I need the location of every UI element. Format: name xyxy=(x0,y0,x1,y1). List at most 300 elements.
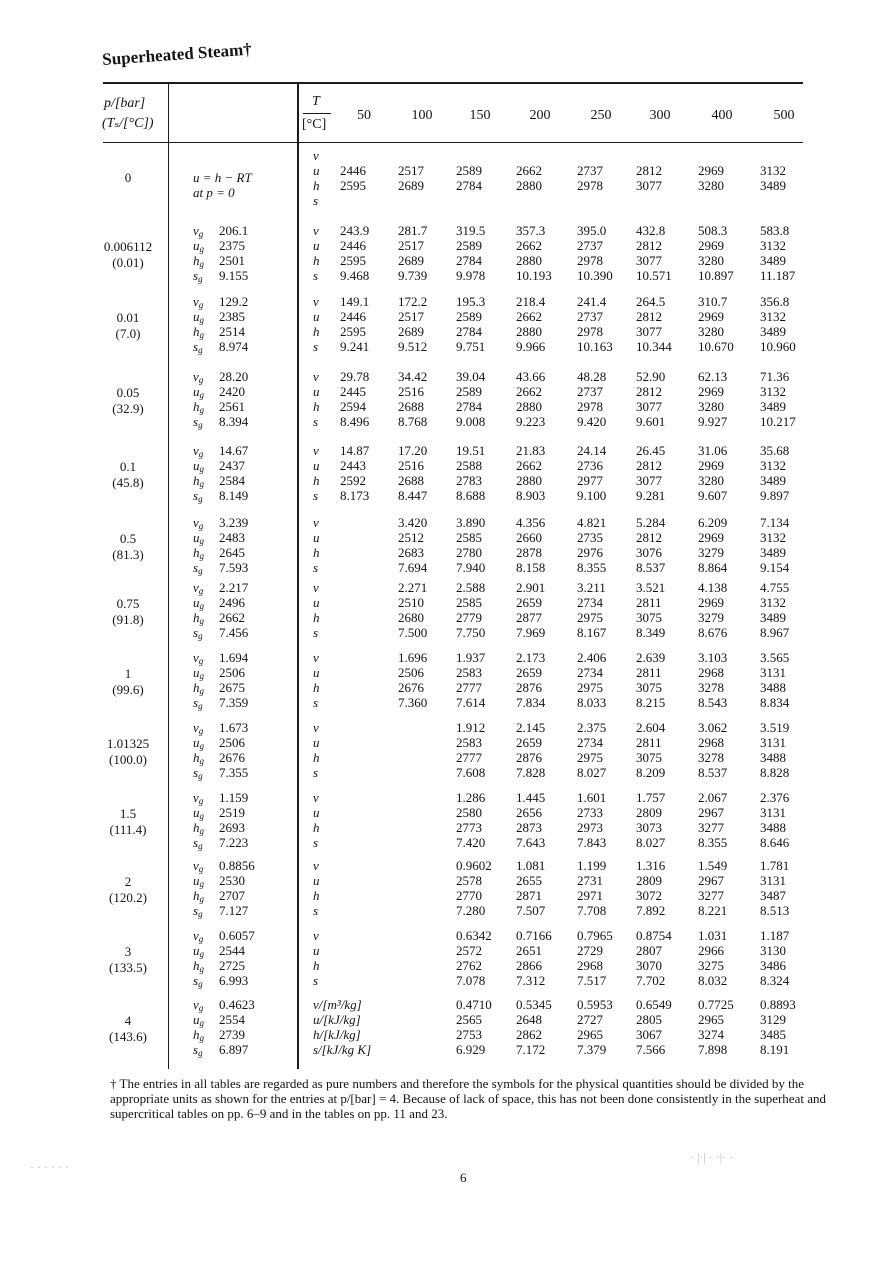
table-cell: 357.3 xyxy=(516,223,546,238)
table-cell: 2689 xyxy=(398,178,424,193)
table-cell: 2737 xyxy=(577,238,603,253)
table-cell: 2735 xyxy=(577,530,603,545)
property-symbol: h xyxy=(313,253,320,268)
saturation-temperature-label: (32.9) xyxy=(112,401,144,416)
property-symbol: h xyxy=(313,750,320,765)
table-cell: 583.8 xyxy=(760,223,790,238)
table-cell: 7.500 xyxy=(398,625,428,640)
saturated-value-h: $h_g$ 2725 xyxy=(193,958,245,974)
table-cell: 3.420 xyxy=(398,515,428,530)
table-cell: 2589 xyxy=(456,163,482,178)
table-cell: 2809 xyxy=(636,873,662,888)
property-symbol: h xyxy=(313,178,320,193)
table-cell: 9.601 xyxy=(636,414,666,429)
table-cell: 3488 xyxy=(760,750,786,765)
table-cell: 3.521 xyxy=(636,580,666,595)
table-cell: 3488 xyxy=(760,680,786,695)
table-cell: 3132 xyxy=(760,309,786,324)
table-cell: 2.145 xyxy=(516,720,546,735)
table-cell: 3489 xyxy=(760,473,786,488)
saturation-temperature-label: (7.0) xyxy=(115,326,141,341)
table-cell: 10.670 xyxy=(698,339,734,354)
table-cell: 3132 xyxy=(760,384,786,399)
table-cell: 2975 xyxy=(577,750,603,765)
table-cell: 2516 xyxy=(398,384,424,399)
table-cell: 2659 xyxy=(516,735,542,750)
table-cell: 3279 xyxy=(698,545,724,560)
table-cell: 2595 xyxy=(340,178,366,193)
table-cell: 9.241 xyxy=(340,339,370,354)
pressure-label: 0.006112 xyxy=(103,239,153,254)
table-cell: 3070 xyxy=(636,958,662,973)
table-cell: 2805 xyxy=(636,1012,662,1027)
temperature-header-cell: 200 xyxy=(529,108,551,123)
table-cell: 2.173 xyxy=(516,650,546,665)
saturated-value-v: $v_g$ 206.1 xyxy=(193,223,249,239)
table-cell: 2585 xyxy=(456,595,482,610)
table-cell: 2971 xyxy=(577,888,603,903)
header-bottom-rule xyxy=(103,142,803,143)
table-cell: 3280 xyxy=(698,324,724,339)
table-cell: 2812 xyxy=(636,163,662,178)
table-cell: 7.750 xyxy=(456,625,486,640)
table-cell: 4.755 xyxy=(760,580,790,595)
table-cell: 2689 xyxy=(398,324,424,339)
table-cell: 8.158 xyxy=(516,560,546,575)
table-cell: 3131 xyxy=(760,873,786,888)
property-symbol: v xyxy=(313,443,319,458)
table-cell: 2.067 xyxy=(698,790,728,805)
table-cell: 172.2 xyxy=(398,294,428,309)
property-symbol: h xyxy=(313,473,320,488)
table-cell: 3075 xyxy=(636,680,662,695)
table-cell: 0.8893 xyxy=(760,997,796,1012)
table-cell: 8.864 xyxy=(698,560,728,575)
table-cell: 2762 xyxy=(456,958,482,973)
table-cell: 0.5953 xyxy=(577,997,613,1012)
saturated-value-s: $s_g$ 8.149 xyxy=(193,488,249,504)
property-symbol: v xyxy=(313,650,319,665)
table-cell: 2975 xyxy=(577,680,603,695)
table-cell: 3280 xyxy=(698,253,724,268)
saturated-value-s: $s_g$ 7.456 xyxy=(193,625,249,641)
table-cell: 2780 xyxy=(456,545,482,560)
property-symbol: s xyxy=(313,414,319,429)
table-cell: 2880 xyxy=(516,253,542,268)
table-cell: 3131 xyxy=(760,805,786,820)
table-cell: 7.172 xyxy=(516,1042,546,1057)
table-cell: 3130 xyxy=(760,943,786,958)
table-cell: 8.496 xyxy=(340,414,370,429)
table-cell: 1.696 xyxy=(398,650,428,665)
table-cell: 2688 xyxy=(398,473,424,488)
table-cell: 2595 xyxy=(340,324,366,339)
table-cell: 2876 xyxy=(516,750,542,765)
table-cell: 2.639 xyxy=(636,650,666,665)
table-cell: 2588 xyxy=(456,458,482,473)
property-symbol: h xyxy=(313,545,320,560)
table-cell: 4.356 xyxy=(516,515,546,530)
saturated-value-s: $s_g$ 7.223 xyxy=(193,835,249,851)
table-cell: 0.7166 xyxy=(516,928,552,943)
table-cell: 7.078 xyxy=(456,973,486,988)
table-cell: 2812 xyxy=(636,458,662,473)
table-cell: 2656 xyxy=(516,805,542,820)
table-cell: 2655 xyxy=(516,873,542,888)
table-cell: 6.929 xyxy=(456,1042,486,1057)
table-cell: 3077 xyxy=(636,178,662,193)
table-cell: 5.284 xyxy=(636,515,666,530)
saturated-value-u: $u_g$ 2375 xyxy=(193,238,245,254)
table-cell: 2659 xyxy=(516,665,542,680)
table-cell: 2595 xyxy=(340,253,366,268)
table-cell: 6.209 xyxy=(698,515,728,530)
table-cell: 8.355 xyxy=(577,560,607,575)
table-cell: 8.191 xyxy=(760,1042,790,1057)
property-symbol: u xyxy=(313,735,320,750)
saturated-value-v: $v_g$ 28.20 xyxy=(193,369,249,385)
table-cell: 3275 xyxy=(698,958,724,973)
table-cell: 2812 xyxy=(636,309,662,324)
table-cell: 3279 xyxy=(698,610,724,625)
table-cell: 2733 xyxy=(577,805,603,820)
property-symbol: v/[m³/kg] xyxy=(313,997,362,1012)
saturation-temp-header: (Tₛ/[°C]) xyxy=(102,116,154,131)
table-cell: 241.4 xyxy=(577,294,607,309)
pressure-label: 1 xyxy=(124,666,132,681)
table-cell: 1.286 xyxy=(456,790,486,805)
table-cell: 7.969 xyxy=(516,625,546,640)
table-cell: 3.211 xyxy=(577,580,606,595)
table-cell: 9.927 xyxy=(698,414,728,429)
saturated-value-s: $s_g$ 7.359 xyxy=(193,695,249,711)
table-cell: 3077 xyxy=(636,253,662,268)
table-cell: 7.566 xyxy=(636,1042,666,1057)
saturated-value-v: $v_g$ 1.673 xyxy=(193,720,249,736)
table-cell: 10.163 xyxy=(577,339,613,354)
table-cell: 2688 xyxy=(398,399,424,414)
table-cell: 2737 xyxy=(577,384,603,399)
property-symbol: h xyxy=(313,888,320,903)
table-cell: 2784 xyxy=(456,324,482,339)
table-cell: 2689 xyxy=(398,253,424,268)
saturated-value-h: $h_g$ 2584 xyxy=(193,473,245,489)
table-cell: 3486 xyxy=(760,958,786,973)
property-symbol: u xyxy=(313,384,320,399)
table-cell: 2446 xyxy=(340,238,366,253)
table-cell: 7.834 xyxy=(516,695,546,710)
table-cell: 0.9602 xyxy=(456,858,492,873)
table-cell: 8.167 xyxy=(577,625,607,640)
ideal-gas-note: u = h − RT xyxy=(193,170,252,185)
table-cell: 2967 xyxy=(698,873,724,888)
table-cell: 7.379 xyxy=(577,1042,607,1057)
saturated-value-v: $v_g$ 129.2 xyxy=(193,294,249,310)
pressure-label: 1.5 xyxy=(119,806,137,821)
table-cell: 0.6549 xyxy=(636,997,672,1012)
table-cell: 2784 xyxy=(456,399,482,414)
table-cell: 3489 xyxy=(760,610,786,625)
table-cell: 3277 xyxy=(698,820,724,835)
table-cell: 3.890 xyxy=(456,515,486,530)
saturation-temperature-label: (45.8) xyxy=(112,475,144,490)
saturated-value-v: $v_g$ 0.8856 xyxy=(193,858,255,874)
table-cell: 8.221 xyxy=(698,903,728,918)
table-cell: 11.187 xyxy=(760,268,796,283)
table-cell: 7.702 xyxy=(636,973,666,988)
saturated-value-h: $h_g$ 2707 xyxy=(193,888,245,904)
table-cell: 2965 xyxy=(577,1027,603,1042)
table-cell: 2967 xyxy=(698,805,724,820)
table-cell: 3077 xyxy=(636,473,662,488)
pressure-label: 0.75 xyxy=(116,596,140,611)
temperature-fraction-bar xyxy=(303,113,331,114)
property-symbol: s xyxy=(313,835,319,850)
table-cell: 2.901 xyxy=(516,580,546,595)
table-cell: 8.688 xyxy=(456,488,486,503)
property-symbol: u/[kJ/kg] xyxy=(313,1012,361,1027)
table-cell: 2.588 xyxy=(456,580,486,595)
table-cell: 8.646 xyxy=(760,835,790,850)
property-symbol: s xyxy=(313,903,319,918)
table-cell: 3132 xyxy=(760,163,786,178)
table-cell: 9.512 xyxy=(398,339,428,354)
table-cell: 17.20 xyxy=(398,443,428,458)
table-cell: 2968 xyxy=(698,735,724,750)
table-cell: 3485 xyxy=(760,1027,786,1042)
table-cell: 2812 xyxy=(636,530,662,545)
temperature-header-cell: 50 xyxy=(357,108,371,123)
table-cell: 0.6342 xyxy=(456,928,492,943)
table-cell: 8.027 xyxy=(636,835,666,850)
table-cell: 2969 xyxy=(698,163,724,178)
table-cell: 7.940 xyxy=(456,560,486,575)
table-cell: 2659 xyxy=(516,595,542,610)
table-cell: 2510 xyxy=(398,595,424,610)
table-cell: 2731 xyxy=(577,873,603,888)
temperature-header-cell: 500 xyxy=(773,108,795,123)
table-cell: 19.51 xyxy=(456,443,486,458)
table-cell: 1.199 xyxy=(577,858,607,873)
table-cell: 2877 xyxy=(516,610,542,625)
property-symbol: s xyxy=(313,339,319,354)
table-cell: 2811 xyxy=(636,735,662,750)
property-symbol: s xyxy=(313,488,319,503)
table-cell: 8.355 xyxy=(698,835,728,850)
table-cell: 2680 xyxy=(398,610,424,625)
table-cell: 8.676 xyxy=(698,625,728,640)
table-cell: 2.604 xyxy=(636,720,666,735)
property-symbol: h xyxy=(313,610,320,625)
table-cell: 2592 xyxy=(340,473,366,488)
saturation-temperature-label: (111.4) xyxy=(109,822,147,837)
table-cell: 3.519 xyxy=(760,720,790,735)
table-cell: 218.4 xyxy=(516,294,546,309)
ideal-gas-note: at p = 0 xyxy=(193,185,235,200)
table-cell: 2580 xyxy=(456,805,482,820)
table-cell: 2878 xyxy=(516,545,542,560)
table-cell: 3132 xyxy=(760,238,786,253)
table-cell: 7.507 xyxy=(516,903,546,918)
table-cell: 395.0 xyxy=(577,223,607,238)
table-cell: 2443 xyxy=(340,458,366,473)
table-cell: 3274 xyxy=(698,1027,724,1042)
table-cell: 2965 xyxy=(698,1012,724,1027)
property-symbol: s xyxy=(313,973,319,988)
table-cell: 1.445 xyxy=(516,790,546,805)
table-cell: 3072 xyxy=(636,888,662,903)
property-symbol: v xyxy=(313,580,319,595)
table-cell: 2517 xyxy=(398,238,424,253)
pressure-label: 0.1 xyxy=(119,459,137,474)
table-cell: 35.68 xyxy=(760,443,790,458)
table-cell: 2784 xyxy=(456,253,482,268)
pressure-label: 4 xyxy=(124,1013,132,1028)
table-cell: 2978 xyxy=(577,253,603,268)
property-symbol: u xyxy=(313,805,320,820)
table-cell: 2.271 xyxy=(398,580,428,595)
property-symbol: v xyxy=(313,223,319,238)
table-cell: 7.643 xyxy=(516,835,546,850)
table-cell: 2812 xyxy=(636,384,662,399)
table-cell: 29.78 xyxy=(340,369,370,384)
pressure-header: p/[bar] xyxy=(104,96,146,111)
table-cell: 2777 xyxy=(456,680,482,695)
property-symbol: h xyxy=(313,958,320,973)
table-cell: 2973 xyxy=(577,820,603,835)
table-cell: 3073 xyxy=(636,820,662,835)
saturated-value-h: $h_g$ 2676 xyxy=(193,750,245,766)
table-cell: 1.601 xyxy=(577,790,607,805)
table-cell: 2589 xyxy=(456,384,482,399)
table-cell: 9.281 xyxy=(636,488,666,503)
table-cell: 2862 xyxy=(516,1027,542,1042)
table-cell: 3.062 xyxy=(698,720,728,735)
property-symbol: v xyxy=(313,720,319,735)
table-cell: 3277 xyxy=(698,888,724,903)
table-cell: 3489 xyxy=(760,545,786,560)
saturated-value-h: $h_g$ 2693 xyxy=(193,820,245,836)
table-cell: 2975 xyxy=(577,610,603,625)
table-cell: 2753 xyxy=(456,1027,482,1042)
property-symbol: v xyxy=(313,369,319,384)
table-cell: 8.447 xyxy=(398,488,428,503)
property-symbol: v xyxy=(313,858,319,873)
saturated-value-s: $s_g$ 8.394 xyxy=(193,414,249,430)
saturated-value-v: $v_g$ 2.217 xyxy=(193,580,249,596)
table-cell: 3076 xyxy=(636,545,662,560)
property-symbol: v xyxy=(313,515,319,530)
table-cell: 3129 xyxy=(760,1012,786,1027)
table-cell: 7.828 xyxy=(516,765,546,780)
table-cell: 195.3 xyxy=(456,294,486,309)
table-cell: 2516 xyxy=(398,458,424,473)
table-cell: 2585 xyxy=(456,530,482,545)
table-cell: 8.173 xyxy=(340,488,370,503)
saturated-value-s: $s_g$ 6.993 xyxy=(193,973,249,989)
page-number: 6 xyxy=(460,1170,467,1185)
table-cell: 4.138 xyxy=(698,580,728,595)
table-cell: 2969 xyxy=(698,309,724,324)
table-cell: 2880 xyxy=(516,178,542,193)
table-cell: 8.768 xyxy=(398,414,428,429)
table-cell: 1.757 xyxy=(636,790,666,805)
table-cell: 310.7 xyxy=(698,294,728,309)
property-symbol: u xyxy=(313,595,320,610)
table-cell: 2.376 xyxy=(760,790,790,805)
table-cell: 2969 xyxy=(698,530,724,545)
table-cell: 3067 xyxy=(636,1027,662,1042)
pressure-label: 0.01 xyxy=(116,310,140,325)
table-cell: 2809 xyxy=(636,805,662,820)
table-cell: 8.032 xyxy=(698,973,728,988)
property-symbol: h xyxy=(313,324,320,339)
table-cell: 2734 xyxy=(577,665,603,680)
table-title: Superheated Steam† xyxy=(101,39,253,70)
saturated-value-s: $s_g$ 7.593 xyxy=(193,560,249,576)
table-cell: 2517 xyxy=(398,309,424,324)
table-cell: 2446 xyxy=(340,163,366,178)
temperature-header-cell: 150 xyxy=(469,108,491,123)
table-cell: 8.027 xyxy=(577,765,607,780)
table-cell: 2976 xyxy=(577,545,603,560)
table-cell: 2734 xyxy=(577,735,603,750)
table-cell: 2978 xyxy=(577,399,603,414)
table-cell: 3132 xyxy=(760,530,786,545)
table-cell: 2880 xyxy=(516,324,542,339)
saturated-value-u: $u_g$ 2506 xyxy=(193,735,245,751)
table-cell: 8.834 xyxy=(760,695,790,710)
table-cell: 9.966 xyxy=(516,339,546,354)
table-cell: 2736 xyxy=(577,458,603,473)
table-cell: 264.5 xyxy=(636,294,666,309)
table-cell: 8.209 xyxy=(636,765,666,780)
property-symbol: u xyxy=(313,943,320,958)
table-cell: 7.312 xyxy=(516,973,546,988)
saturated-value-u: $u_g$ 2554 xyxy=(193,1012,245,1028)
pressure-label: 0 xyxy=(124,170,132,185)
table-cell: 10.960 xyxy=(760,339,796,354)
table-cell: 2873 xyxy=(516,820,542,835)
property-symbol: u xyxy=(313,873,320,888)
saturated-value-u: $u_g$ 2420 xyxy=(193,384,245,400)
table-cell: 10.344 xyxy=(636,339,672,354)
table-cell: 2676 xyxy=(398,680,424,695)
table-cell: 9.008 xyxy=(456,414,486,429)
temperature-header-cell: 100 xyxy=(411,108,433,123)
property-symbol: v xyxy=(313,294,319,309)
saturated-value-u: $u_g$ 2506 xyxy=(193,665,245,681)
saturated-value-v: $v_g$ 1.694 xyxy=(193,650,249,666)
scan-smudge-left: · · · · · · xyxy=(30,1160,69,1174)
table-cell: 319.5 xyxy=(456,223,486,238)
table-cell: 2737 xyxy=(577,163,603,178)
temperature-header-cell: 400 xyxy=(711,108,733,123)
table-cell: 3.103 xyxy=(698,650,728,665)
table-cell: 2880 xyxy=(516,399,542,414)
table-cell: 8.903 xyxy=(516,488,546,503)
table-cell: 2648 xyxy=(516,1012,542,1027)
table-cell: 2871 xyxy=(516,888,542,903)
table-cell: 2969 xyxy=(698,595,724,610)
saturation-temperature-label: (143.6) xyxy=(109,1029,147,1044)
table-cell: 2978 xyxy=(577,178,603,193)
table-cell: 7.892 xyxy=(636,903,666,918)
table-cell: 2737 xyxy=(577,309,603,324)
table-cell: 2.375 xyxy=(577,720,607,735)
table-cell: 1.937 xyxy=(456,650,486,665)
table-cell: 9.420 xyxy=(577,414,607,429)
